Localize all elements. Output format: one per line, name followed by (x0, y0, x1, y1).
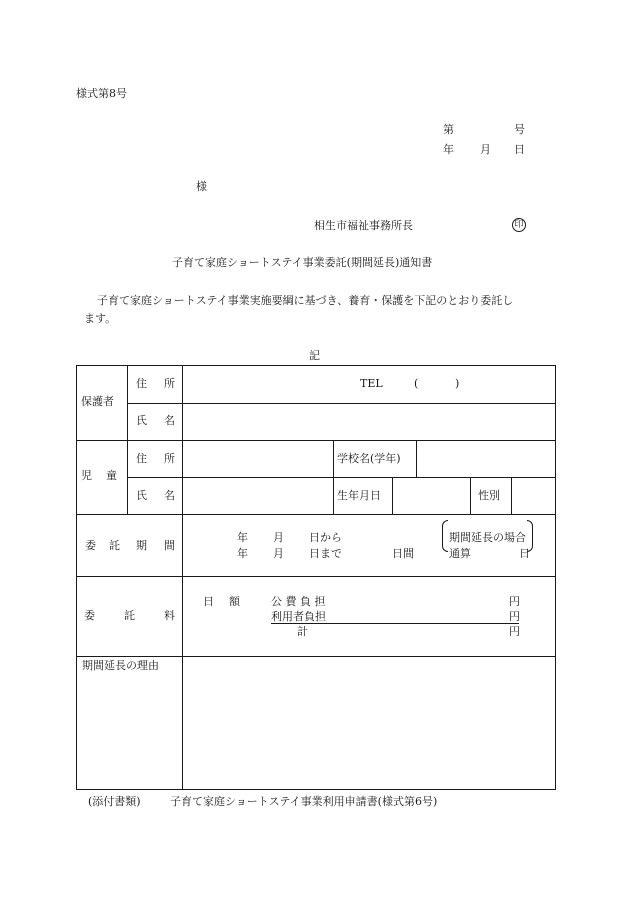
reason-label: 期間延長の理由 (82, 659, 159, 672)
date-month: 月 (480, 143, 491, 156)
body-text-line-2: ます。 (84, 312, 117, 325)
fee-subtotal-line (271, 623, 519, 624)
guardian-tel-close: ) (455, 377, 460, 390)
guardian-tel-label: TEL (360, 377, 383, 390)
period-label-4: 間 (164, 539, 175, 552)
period-end-day: 日まで (309, 547, 342, 560)
fee-total-label: 計 (297, 625, 308, 638)
column-line (127, 366, 128, 514)
fee-public-label: 公 費 負 担 (271, 595, 326, 608)
child-name-label-1: 氏 (136, 489, 147, 502)
fee-label-3: 料 (164, 609, 175, 622)
bracket-left (442, 520, 448, 552)
fee-public-yen: 円 (509, 595, 520, 608)
child-label-2: 童 (106, 469, 117, 482)
period-start-year: 年 (237, 531, 248, 544)
fee-user-label: 利用者負担 (271, 610, 326, 623)
attachments-value: 子育て家庭ショートステイ事業利用申請書(様式第6号) (170, 795, 438, 808)
period-end-year: 年 (237, 547, 248, 560)
row-line (77, 514, 555, 515)
period-total-label: 通算 (449, 547, 471, 560)
recipient-suffix: 様 (196, 180, 207, 193)
column-line (511, 477, 512, 514)
fee-label-1: 委 (84, 609, 95, 622)
row-line (77, 576, 555, 577)
doc-number-prefix: 第 (443, 123, 454, 136)
date-day: 日 (514, 143, 525, 156)
row-line (127, 403, 555, 404)
child-address-label-2: 所 (164, 452, 175, 465)
guardian-tel-open: ( (414, 377, 419, 390)
column-line (182, 366, 183, 789)
column-line (470, 477, 471, 514)
child-name-label-2: 名 (164, 489, 175, 502)
guardian-label: 保護者 (81, 395, 114, 408)
form-number: 様式第8号 (76, 87, 127, 100)
ki-heading: 記 (309, 349, 320, 362)
period-label-1: 委 (85, 539, 96, 552)
fee-daily-label-2: 額 (229, 595, 240, 608)
row-line (77, 440, 555, 441)
column-line (416, 440, 417, 477)
period-total-day: 日 (519, 547, 530, 560)
doc-number-suffix: 号 (514, 123, 525, 136)
period-end-month: 月 (273, 547, 284, 560)
fee-user-yen: 円 (509, 610, 520, 623)
period-label-2: 託 (109, 539, 120, 552)
issuer: 相生市福祉事務所長 (314, 219, 413, 232)
body-text-line-1: 子育て家庭ショートステイ事業実施要綱に基づき、養育・保護を下記のとおり委託し (97, 294, 514, 307)
period-start-month: 月 (273, 531, 284, 544)
guardian-name-label-2: 名 (164, 414, 175, 427)
child-gender-label: 性別 (478, 489, 500, 502)
guardian-address-label-1: 住 (136, 377, 147, 390)
row-line (127, 477, 555, 478)
attachments-label: (添付書類) (88, 795, 141, 808)
period-label-3: 期 (136, 539, 147, 552)
form-table (76, 365, 556, 790)
document-title: 子育て家庭ショートステイ事業委託(期間延長)通知書 (172, 256, 433, 269)
period-days-label: 日間 (392, 547, 414, 560)
period-extension-label: 期間延長の場合 (449, 531, 526, 544)
guardian-name-label-1: 氏 (136, 414, 147, 427)
child-address-label-1: 住 (136, 452, 147, 465)
column-line (333, 440, 334, 514)
fee-daily-label-1: 日 (203, 595, 214, 608)
fee-label-2: 託 (124, 609, 135, 622)
row-line (77, 656, 555, 657)
column-line (392, 477, 393, 514)
period-start-day: 日から (309, 531, 342, 544)
seal-mark: 印 (512, 218, 526, 232)
child-label-1: 児 (81, 469, 92, 482)
fee-total-yen: 円 (509, 625, 520, 638)
guardian-address-label-2: 所 (164, 377, 175, 390)
child-birthdate-label: 生年月日 (337, 489, 381, 502)
child-school-label: 学校名(学年) (337, 452, 401, 465)
date-year: 年 (443, 143, 454, 156)
